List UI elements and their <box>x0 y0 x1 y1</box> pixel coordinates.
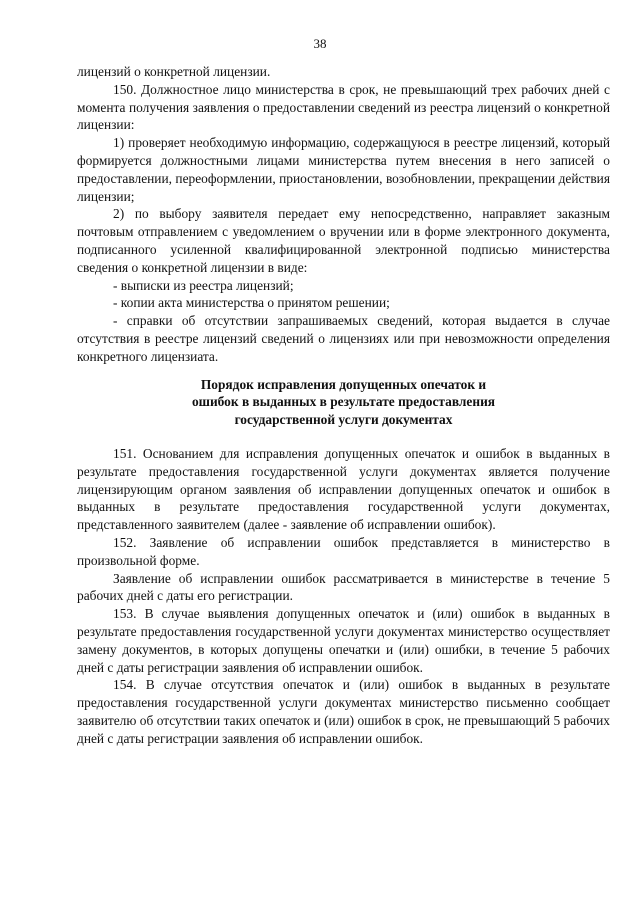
paragraph-153: 153. В случае выявления допущенных опечаток и (или) ошибок в выданных в результате предоставления государственной услуги документах министерство осуществляет замену документов, в которых допущены опечатки и (или) ошибки, в течение 5 рабочих дней с даты регистрации заявления об исправлении ошибок. <box>77 606 610 675</box>
paragraph-150: 150. Должностное лицо министерства в срок, не превышающий трех рабочих дней с момента получения заявления о предоставлении сведений из реестра лицензий о конкретной лицензии: <box>77 81 610 133</box>
section-heading-line-1: Порядок исправления допущенных опечаток и <box>200 376 487 392</box>
paragraph-152: 152. Заявление об исправлении ошибок представляется в министерство в произвольной форме. <box>77 534 610 568</box>
paragraph-154: 154. В случае отсутствия опечаток и (или) ошибок в выданных в результате предоставления государственной услуги документах министерство письменно сообщает заявителю об отсутствии таких опечаток и (или) ошибок в срок, не превышающий 5 рабочих дней с даты регистрации заявления об исправлении ошибок. <box>77 677 610 746</box>
section-heading-line-3: государственной услуги документах <box>234 412 453 428</box>
list-item-certificate: - справки об отсутствии запрашиваемых сведений, которая выдается в случае отсутствия в реестре лицензий сведений о лицензиях или при невозможности определения конкретного лицензиата. <box>77 313 610 364</box>
paragraph-continuation: лицензий о конкретной лицензии. <box>77 64 271 79</box>
paragraph-150-item-1: 1) проверяет необходимую информацию, содержащуюся в реестре лицензий, который формируется должностными лицами министерства путем внесения в него записей о предоставлении, переоформлении, приостановлении, возобновлении, прекращении действия лицензии; <box>77 135 610 204</box>
list-item-act-copy: - копии акта министерства о принятом решении; <box>113 295 390 311</box>
paragraph-150-item-2: 2) по выбору заявителя передает ему непосредственно, направляет заказным почтовым отправлением с уведомлением о вручении или в форме электронного документа, подписанного усиленной квалифицированной электронной подписью министерства сведения о конкретной лицензии в виде: <box>77 206 610 275</box>
paragraph-151: 151. Основанием для исправления допущенных опечаток и ошибок в выданных в результате предоставления государственной услуги документах является получение лицензирующим органом заявления об исправлении допущенных опечаток и ошибок в выданных в результате предоставления государственной услуги документах, представленного заявителем (далее - заявление об исправлении ошибок). <box>77 445 610 533</box>
section-heading <box>77 376 610 429</box>
document-body <box>77 63 610 747</box>
page-number: 38 <box>313 36 327 51</box>
list-item-extract: - выписки из реестра лицензий; <box>113 277 294 293</box>
paragraph-152-review: Заявление об исправлении ошибок рассматривается в министерстве в течение 5 рабочих дней с даты его регистрации. <box>77 570 610 604</box>
section-heading-line-2: ошибок в выданных в результате предоставления <box>191 394 496 410</box>
